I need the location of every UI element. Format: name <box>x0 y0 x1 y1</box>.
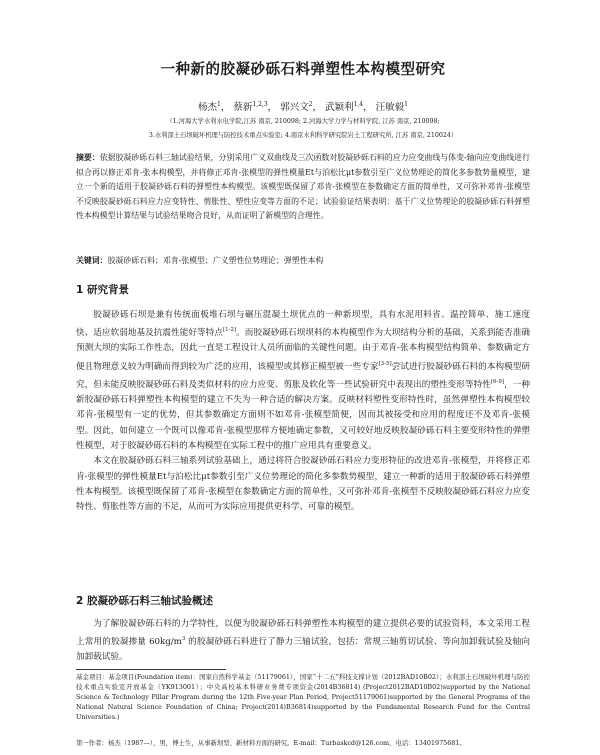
affiliation-line-2: 3.水利部土石坝破坏机理与防控技术重点实验室; 4.南京水利科学研究院岩土工程研究所, 江苏 南京, 210024） <box>148 132 458 139</box>
author-affil-mark: 1,2,3 <box>252 100 268 108</box>
paragraph-text: 。而胶凝砂砾石坝坝料的本构模型作为大坝结构分析的基础，关系到能否准确预测大坝的实际工作性态，因此一直是工程设计人员所面临的关键性问题。由于邓肯-张本构模型结构简单、参数确定方便且物理意义较为明确而得到较为广泛的应用，该模型或其修正模型被一些专家 <box>76 328 530 372</box>
citation[interactable]: [1-2] <box>222 327 237 334</box>
paragraph <box>76 308 530 454</box>
author-name: 汪敏毅 <box>375 102 405 113</box>
footnote-funding: 基金项目：基金项目(Foundation item)：国家自然科学基金（51179061），国家“十二五”科技支撑计划（2012BAD10B02）；水利部土石坝破坏机理与防控技术重点实验室开放基金（YK913001）；中央高校基本科研业务费专项资金(2014B36814) (Project2012BAD10B02)supported by the National Science & Technology Pillar Program during the 12th Five-year Plan Period, Project51179061)supported by the General Programs of the National Natural Science Foundation of China; Project(2014)B36814)supported by the Fundamental Research Fund for the Central Universities.) <box>76 673 530 721</box>
keywords-text: 胶凝砂砾石料；邓肯-张模型；广义塑性位势理论；弹塑性本构 <box>107 256 324 265</box>
paragraph-text: 尝试进行胶凝砂砾石料的本构模型研究，但未能反映胶凝砂砾石料及类似材料的应力应变、剪胀及软化等一些试验研究中表现出的塑性变形等特性 <box>76 361 530 390</box>
paragraph <box>76 617 530 666</box>
paragraph-text: 为了解胶凝砂砾石料的力学特性，以便为胶凝砂砾石料弹塑性本构模型的建立提供必要的试验资料，本文采用工程上常用的胶凝掺量 60kg/m <box>76 619 530 648</box>
keywords-label: 关键词： <box>76 256 108 265</box>
author-affil-mark: 1,4 <box>353 100 364 108</box>
paragraph: 本文在胶凝砂砾石料三轴系列试验基础上，通过将符合胶凝砂砾石料应力变形特征的改进邓肯-张模型，并将修正邓肯-张模型的弹性模量Et与泊松比μt参数引至广义位势理论的简化多参数势模型，建立一种新的适用于胶凝砂砾石料弹塑性本构模型。该模型既保留了邓肯-张模型在参数确定方面的简单性，又可弥补邓肯-张模型不反映胶凝砂砾石料应力应变特性、剪胀性等方面的不足，从而可为实际应用提供更科学、可靠的模型。 <box>76 456 530 513</box>
section-heading-2: 2 胶凝砂砾石料三轴试验概述 <box>76 595 213 607</box>
author-name: 杨杰 <box>197 102 217 113</box>
section-1-body <box>76 308 530 515</box>
superscript: 3 <box>181 636 186 643</box>
author-affil-mark: 1 <box>217 100 221 108</box>
author-list: 杨杰$^1$， 蔡新$^{1,2,3}$， 郭兴文$^2$， 武颖利$^{1,4}$， 汪敏毅$^1$ <box>197 100 408 113</box>
affiliation-line-1: （1.河海大学水利水电学院,江苏 南京, 210098; 2.河海大学力学与材料学院, 江苏 南京, 210098; <box>166 118 440 125</box>
paper-title: 一种新的胶凝砂砾石料弹塑性本构模型研究 <box>160 62 446 78</box>
keywords <box>76 255 530 267</box>
abstract <box>76 151 530 224</box>
footnote-divider <box>76 669 226 670</box>
author-affil-mark: 2 <box>308 100 313 108</box>
paragraph-text: 胶凝砂砾石坝是兼有传统面板堆石坝与碾压混凝土坝优点的一种新坝型，具有水泥用料省、温控简单、施工速度快、适应软弱地基及抗震性能好等特点 <box>76 310 530 339</box>
citation[interactable]: [3-5] <box>378 360 392 367</box>
author-affil-mark: 1 <box>404 100 408 108</box>
author-name: 蔡新 <box>233 102 253 113</box>
author-name: 武颖利 <box>325 102 354 113</box>
paragraph-text: 的胶凝砂砾石料进行了静力三轴试验，包括：常规三轴剪切试验、等向加卸载试验及轴向加卸载试验。 <box>76 637 531 663</box>
paragraph-text: ，一种新胶凝砂砾石料弹塑性本构模型的建立不失为一种合适的解决方案。反映材料塑性变形特性时，虽然弹塑性本构模型较邓肯-张模型有一定的优势，但其参数确定方面则不如邓肯-张模型简便，因而其被接受和应用的程度还不及邓肯-张模型。因此，如何建立一个既可以像邓肯-张模型那样方便地确定参数，又可较好地反映胶凝砂砾石料主要变形特性的弹塑性模型，对于胶凝砂砾石料的本构模型在实际工程中的推广应用具有重要意义。 <box>76 379 530 451</box>
author-name: 郭兴文 <box>280 102 309 113</box>
citation[interactable]: [6-9] <box>490 378 505 385</box>
section-heading-1: 1 研究背景 <box>76 284 129 296</box>
abstract-label: 摘要： <box>76 153 100 162</box>
abstract-text: 依据胶凝砂砾石料三轴试验结果，分别采用广义双曲线及三次函数对胶凝砂砾石料的应力应变曲线与体变-轴向应变曲线进行拟合再以修正邓肯-张本构模型，并将修正邓肯-张模型的弹性模量Et与泊松比μt参数引至广义位势理论的简化多参数势量模型，建立一个新的适用于胶凝砂砾石料的弹塑性本构模型。该模型既保留了邓肯-张模型在参数确定方面的简单性，又可弥补邓肯-张模型不反映胶凝砂砾石料应力应变特性、剪胀性、塑性应变等方面的不足；试验验证结果表明：基于广义位势理论的胶凝砂砾石料弹塑性本构模型计算结果与试验结果吻合良好，从而证明了新模型的合理性。 <box>76 153 530 221</box>
footnote-author-info: 第一作者：杨杰（1987—），男，博士生，从事新坝型、新材料方面的研究。E-mail：Turbaskcd@126.com，电话：13401975681。 <box>76 739 466 747</box>
section-2-body <box>76 617 530 666</box>
